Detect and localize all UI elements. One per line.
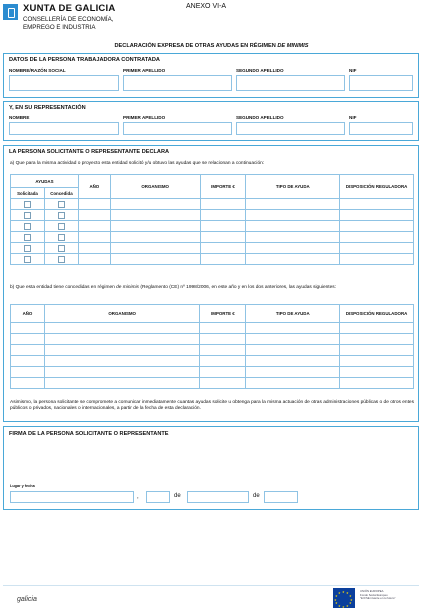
declaration-section [3, 145, 419, 422]
aids-table-a [10, 174, 414, 265]
worker-name-label: NOMBRE/RAZÓN SOCIAL [9, 68, 66, 73]
comma-separator: , [137, 494, 139, 500]
worker-section [3, 53, 419, 98]
rep-surname1-field[interactable] [123, 122, 232, 135]
regulation-cell[interactable] [340, 199, 414, 210]
amount-cell[interactable] [200, 210, 246, 221]
type-cell[interactable] [246, 334, 340, 345]
organism-cell[interactable] [44, 323, 200, 334]
eu-line-2: Fondo Social Europeo [360, 592, 388, 597]
organism-cell[interactable] [44, 334, 200, 345]
table-row [11, 243, 414, 254]
worker-section-title: DATOS DE LA PERSONA TRABAJADORA CONTRATADA [9, 57, 160, 63]
department-name [23, 16, 113, 31]
rep-name-field[interactable] [9, 122, 119, 135]
table-row [11, 323, 414, 334]
table-row [11, 345, 414, 356]
galicia-logo: galicia [17, 596, 37, 603]
worker-surname1-label: PRIMER APELLIDO [123, 68, 166, 73]
table-row [11, 232, 414, 243]
table-b-year-header: AÑO [11, 305, 45, 323]
regulation-cell[interactable] [340, 254, 414, 265]
worker-surname2-field[interactable] [236, 75, 345, 91]
table-b-header-row [11, 305, 414, 323]
representative-section [3, 101, 419, 141]
declaration-b-text [10, 285, 414, 291]
year-cell[interactable] [78, 243, 110, 254]
table-row [11, 210, 414, 221]
table-row [11, 356, 414, 367]
requested-checkbox[interactable] [24, 223, 31, 230]
requested-checkbox[interactable] [24, 234, 31, 241]
regulation-cell[interactable] [340, 323, 414, 334]
commitment-text: Asimismo, la persona solicitante se compromete a comunicar inmediatamente cuantas ayudas solicite u obtenga para la misma actuación de otras administraciones públicas o de otros entes públicos o privados, nacionales o internacionales, a partir de la fecha de esta declaración. [10, 400, 414, 412]
rep-name-label: NOMBRE [9, 115, 30, 120]
requested-checkbox[interactable] [24, 201, 31, 208]
organism-cell[interactable] [44, 378, 200, 389]
aids-table-b [10, 304, 414, 389]
amount-cell[interactable] [200, 356, 246, 367]
requested-checkbox[interactable] [24, 245, 31, 252]
rep-nif-label: NIF [349, 115, 357, 120]
regulation-cell[interactable] [340, 221, 414, 232]
requested-checkbox[interactable] [24, 256, 31, 263]
granted-checkbox[interactable] [58, 201, 65, 208]
amount-cell[interactable] [200, 334, 246, 345]
year-cell[interactable] [78, 232, 110, 243]
granted-checkbox[interactable] [58, 256, 65, 263]
department-line-1: CONSELLERÍA DE ECONOMÍA, [23, 16, 114, 23]
amount-cell[interactable] [200, 345, 246, 356]
year-cell[interactable] [78, 221, 110, 232]
signature-section [3, 426, 419, 510]
table-a-type-header: TIPO DE AYUDA [246, 175, 340, 199]
declaration-section-title: LA PERSONA SOLICITANTE O REPRESENTANTE DECLARA [9, 149, 170, 155]
rep-surname2-label: SEGUNDO APELLIDO [236, 115, 284, 120]
eu-line-1: UNIÓN EUROPEA [360, 589, 384, 593]
amount-cell[interactable] [200, 367, 246, 378]
day-field[interactable] [146, 491, 170, 503]
year-cell[interactable] [11, 367, 45, 378]
organism-cell[interactable] [110, 210, 200, 221]
table-a-amount-header: IMPORTE € [200, 175, 246, 199]
eu-fund-text [360, 590, 395, 601]
place-field[interactable] [10, 491, 134, 503]
amount-cell[interactable] [200, 221, 246, 232]
signature-section-title: FIRMA DE LA PERSONA SOLICITANTE O REPRESENTANTE [9, 431, 169, 437]
footer-divider [3, 585, 419, 586]
year-cell[interactable] [11, 356, 45, 367]
table-a-ayudas-header: AYUDAS [11, 175, 79, 188]
table-a-header-row [11, 175, 414, 188]
table-a-regulation-header: DISPOSICIÓN REGULADORA [340, 175, 414, 199]
granted-checkbox[interactable] [58, 234, 65, 241]
document-title-text: DECLARACIÓN EXPRESA DE OTRAS AYUDAS EN RÉGIMEN [114, 43, 278, 49]
type-cell[interactable] [246, 345, 340, 356]
year-cell[interactable] [78, 199, 110, 210]
de-separator-2: de [253, 493, 260, 499]
organism-cell[interactable] [44, 367, 200, 378]
table-a-year-header: AÑO [78, 175, 110, 199]
year-field[interactable] [264, 491, 298, 503]
type-cell[interactable] [246, 232, 340, 243]
regulation-cell[interactable] [340, 367, 414, 378]
eu-line-3: "El FSE invierte en tu futuro" [360, 596, 396, 601]
worker-nif-field[interactable] [349, 75, 413, 91]
regulation-cell[interactable] [340, 232, 414, 243]
regulation-cell[interactable] [340, 210, 414, 221]
declaration-b-text-italic: de minimis [116, 285, 140, 290]
table-row [11, 254, 414, 265]
de-separator-1: de [174, 493, 181, 499]
document-title [0, 43, 423, 49]
eu-flag-icon: ★ ★ ★ ★ ★ ★ ★ ★ ★ ★ ★ ★ [333, 588, 355, 608]
granted-checkbox[interactable] [58, 223, 65, 230]
amount-cell[interactable] [200, 243, 246, 254]
table-b-amount-header: IMPORTE € [200, 305, 246, 323]
table-row [11, 199, 414, 210]
organism-cell[interactable] [44, 345, 200, 356]
type-cell[interactable] [246, 243, 340, 254]
organism-cell[interactable] [110, 243, 200, 254]
declaration-b-text-1: b) Que esta entidad tiene concedidas en régimen [10, 285, 117, 290]
table-a-requested-header: Solicitada [11, 188, 45, 199]
worker-surname1-field[interactable] [123, 75, 232, 91]
organism-cell[interactable] [110, 254, 200, 265]
organism-cell[interactable] [44, 356, 200, 367]
document-title-italic: DE MINIMIS [277, 43, 309, 49]
amount-cell[interactable] [200, 378, 246, 389]
table-b-regulation-header: DISPOSICIÓN REGULADORA [340, 305, 414, 323]
type-cell[interactable] [246, 367, 340, 378]
representative-section-title: Y, EN SU REPRESENTACIÓN [9, 105, 86, 111]
type-cell[interactable] [246, 199, 340, 210]
table-b-organism-header: ORGANISMO [44, 305, 200, 323]
table-row [11, 367, 414, 378]
regulation-cell[interactable] [340, 334, 414, 345]
granted-checkbox[interactable] [58, 245, 65, 252]
table-row [11, 221, 414, 232]
type-cell[interactable] [246, 378, 340, 389]
worker-surname2-label: SEGUNDO APELLIDO [236, 68, 284, 73]
declaration-b-text-2: (Reglamento (CE) nº 1998/2006, en este año y en los dos anteriores, las ayudas siguientes: [139, 285, 337, 290]
declaration-a-text: a) Que para la misma actividad o proyecto esta entidad solicitó y/u obtuvo las ayudas que se relacionan a continuación: [10, 161, 265, 166]
organism-cell[interactable] [110, 232, 200, 243]
year-cell[interactable] [11, 334, 45, 345]
year-cell[interactable] [11, 323, 45, 334]
rep-surname2-field[interactable] [236, 122, 345, 135]
regulation-cell[interactable] [340, 345, 414, 356]
regulation-cell[interactable] [340, 378, 414, 389]
requested-checkbox[interactable] [24, 212, 31, 219]
type-cell[interactable] [246, 221, 340, 232]
type-cell[interactable] [246, 210, 340, 221]
year-cell[interactable] [78, 254, 110, 265]
year-cell[interactable] [78, 210, 110, 221]
department-line-2: EMPREGO E INDUSTRIA [23, 23, 96, 31]
amount-cell[interactable] [200, 323, 246, 334]
rep-nif-field[interactable] [349, 122, 413, 135]
type-cell[interactable] [246, 323, 340, 334]
month-field[interactable] [187, 491, 249, 503]
amount-cell[interactable] [200, 254, 246, 265]
type-cell[interactable] [246, 254, 340, 265]
year-cell[interactable] [11, 378, 45, 389]
table-a-organism-header: ORGANISMO [110, 175, 200, 199]
annex-label: ANEXO VI-A [186, 3, 227, 10]
organism-cell[interactable] [110, 221, 200, 232]
year-cell[interactable] [11, 345, 45, 356]
xunta-logo-icon [3, 4, 18, 20]
worker-name-field[interactable] [9, 75, 119, 91]
worker-nif-label: NIF [349, 68, 357, 73]
table-a-granted-header: Concedida [44, 188, 78, 199]
table-row [11, 334, 414, 345]
table-b-type-header: TIPO DE AYUDA [246, 305, 340, 323]
regulation-cell[interactable] [340, 356, 414, 367]
brand-name: XUNTA DE GALICIA [23, 3, 116, 14]
regulation-cell[interactable] [340, 243, 414, 254]
granted-checkbox[interactable] [58, 212, 65, 219]
organism-cell[interactable] [110, 199, 200, 210]
rep-surname1-label: PRIMER APELLIDO [123, 115, 166, 120]
place-date-label: Lugar y fecha [10, 484, 35, 488]
amount-cell[interactable] [200, 199, 246, 210]
table-row [11, 378, 414, 389]
amount-cell[interactable] [200, 232, 246, 243]
type-cell[interactable] [246, 356, 340, 367]
